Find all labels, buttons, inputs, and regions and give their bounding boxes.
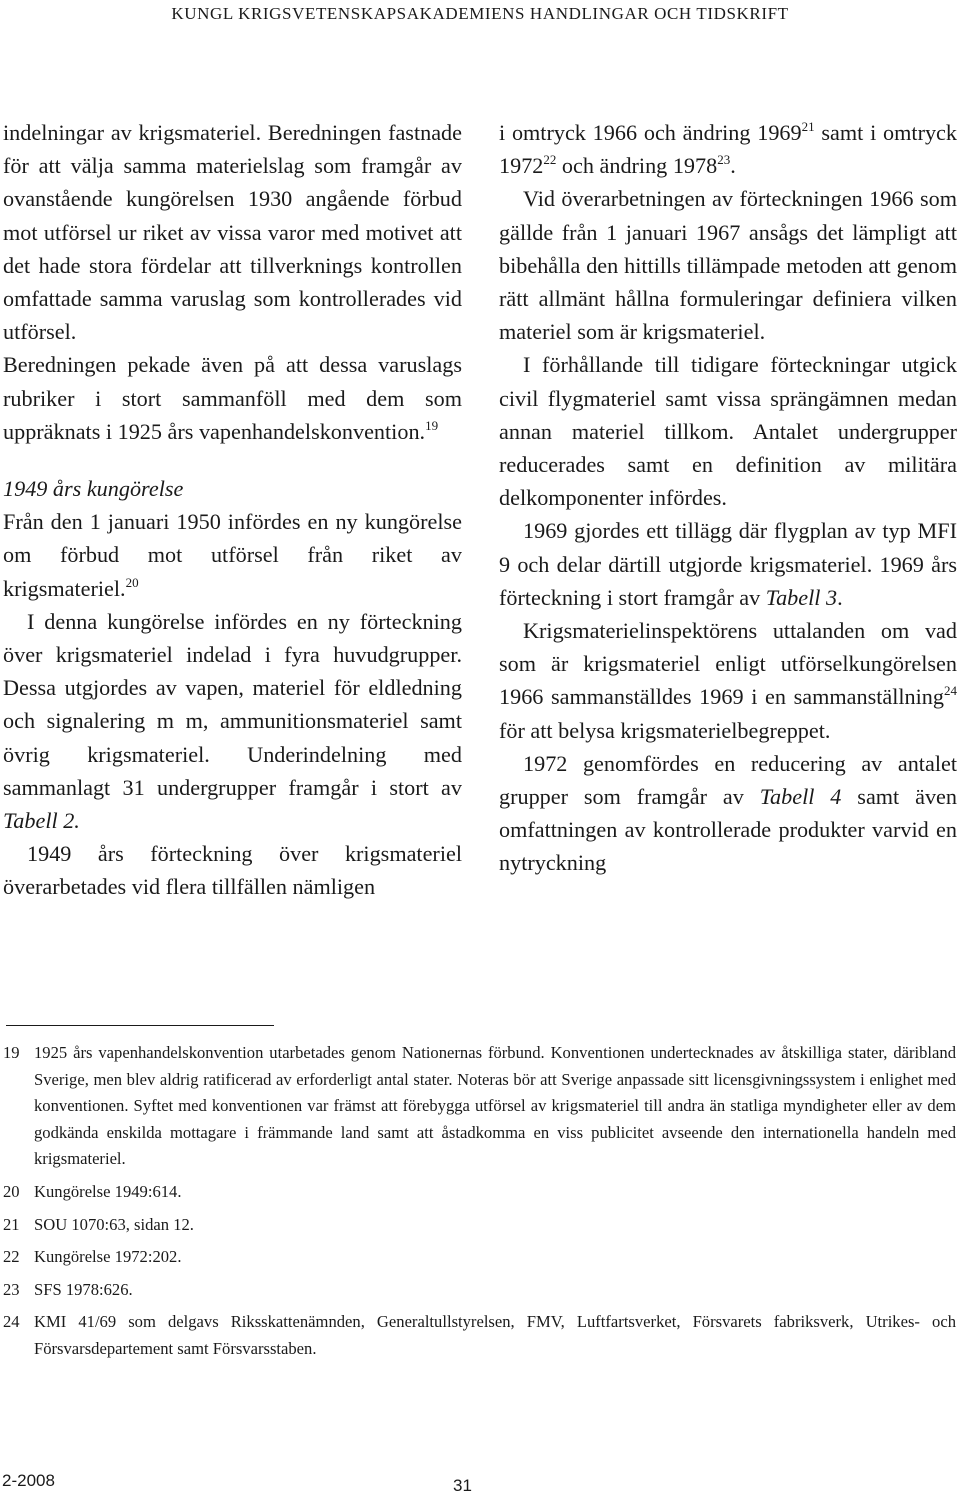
table-reference: Tabell 2. xyxy=(3,808,80,834)
right-column xyxy=(499,116,957,880)
footnote-ref[interactable]: 20 xyxy=(125,574,139,590)
paragraph xyxy=(3,505,462,605)
paragraph xyxy=(3,116,462,348)
paragraph-text: och ändring 1978 xyxy=(556,153,718,179)
footnote-number: 20 xyxy=(3,1181,20,1201)
footnote xyxy=(3,1244,956,1271)
paragraph-text: indelningar av krigsmateriel. Beredningen fastnade för att välja samma materielslag som framgår av ovanstående kungörelsen 1930 angående förbud mot utförsel ur riket av vissa varor med motivet att det hade stora fördelar att tillverknings kontrollen omfattade samma varuslag som kontrollerades vid utförsel. xyxy=(3,120,462,345)
footnote-ref[interactable]: 22 xyxy=(543,152,557,168)
paragraph-text: . xyxy=(837,584,843,610)
paragraph xyxy=(3,605,462,837)
paragraph-text: i omtryck 1966 och ändring 1969 xyxy=(499,120,802,145)
paragraph-text: Krigsmaterielinspektörens uttalanden om vad som är krigsmateriel enligt utförselkungörelsen 1966 sammanställdes 1969 i en sammanställning xyxy=(499,618,957,710)
footnote-number: 23 xyxy=(3,1279,20,1299)
footnote-text: KMI 41/69 som delgavs Riksskattenämnden, Generaltullstyrelsen, FMV, Luftfartsverket, Försvarets fabriksverk, Utrikes- och Försvarsdepartement samt Försvarsstaben. xyxy=(34,1312,956,1358)
paragraph-text: Beredningen pekade även på att dessa varuslags rubriker i stort sammanföll med dem som uppräknats i 1925 års vapenhandelskonvention. xyxy=(3,352,462,444)
footnotes xyxy=(3,1040,956,1363)
issue-label: 2-2008 xyxy=(2,1471,55,1490)
footnote xyxy=(3,1040,956,1173)
paragraph-text: . xyxy=(730,153,736,179)
footnote-ref[interactable]: 19 xyxy=(425,417,439,433)
table-reference: Tabell 3 xyxy=(765,584,838,610)
paragraph-text: samt i omtryck 1972 xyxy=(499,120,958,179)
paragraph xyxy=(3,348,462,448)
footnote-number: 24 xyxy=(3,1312,20,1332)
page-number: 31 xyxy=(453,1476,472,1495)
paragraph xyxy=(499,116,957,182)
paragraph-text: 1949 års förteckning över krigsmateriel överarbetades vid flera tillfällen nämligen xyxy=(3,841,462,900)
paragraph xyxy=(499,348,957,514)
footnote-number: 19 xyxy=(3,1043,20,1062)
footnote-text: SOU 1070:63, sidan 12. xyxy=(34,1214,194,1234)
running-header: KUNGL KRIGSVETENSKAPSAKADEMIENS HANDLINGAR OCH TIDSKRIFT xyxy=(171,4,789,23)
paragraph xyxy=(499,182,957,348)
footnote-ref[interactable]: 23 xyxy=(717,152,731,168)
paragraph-text: I denna kungörelse infördes en ny förteckning över krigsmateriel indelad i fyra huvudgrupper. Dessa utgjordes av vapen, materiel för eldledning och signalering m m, ammunitionsmateriel samt övrig krigsmateriel. Underindelning med sammanlagt 31 undergrupper framgår i stort av xyxy=(3,608,462,800)
footnote xyxy=(3,1212,956,1239)
footnote xyxy=(3,1277,956,1304)
paragraph xyxy=(3,837,462,903)
footnote-text: Kungörelse 1972:202. xyxy=(34,1247,182,1267)
paragraph xyxy=(499,514,957,614)
paragraph-text: samt även omfattningen av kontrollerade produkter varvid en nytryckning xyxy=(499,784,957,876)
footnote-text: 1925 års vapenhandelskonvention utarbetades genom Nationernas förbund. Konventionen undertecknades av åtskilliga stater, däribland Sverige, men blev aldrig ratificerad av erforderligt antal stater. Noteras bör att Sverige anpassade sitt licensgivningssystem i enlighet med konventionen. Syftet med konventionen var främst att förebygga utförsel av krigsmateriel till andra än statliga myndigheter eller av dem godkända enskilda mottagare i främmande land samt att åstadkomma en viss publicitet avseende den internationella handeln med krigsmateriel. xyxy=(34,1043,956,1169)
footnote-divider xyxy=(6,1025,274,1026)
paragraph-text: Vid överarbetningen av förteckningen 1966 som gällde från 1 januari 1967 ansågs det lämpligt att bibehålla den hittills tillämpade metoden att genom rätt allmänt hållna formuleringar definiera vilken materiel som är krigsmateriel. xyxy=(499,186,957,345)
footnote xyxy=(3,1179,956,1206)
paragraph-text: I förhållande till tidigare förteckningar utgick civil flygmateriel samt vissa sprängämnen medan annan materiel tillkom. Antalet undergrupper reducerades samt en definition av militära delkomponenter infördes. xyxy=(499,352,957,511)
paragraph-text: 1969 gjordes ett tillägg där flygplan av typ MFI 9 och delar därtill utgjorde krigsmateriel. 1969 års förteckning i stort framgår av xyxy=(499,518,957,610)
footnote-number: 21 xyxy=(3,1214,20,1234)
footnote-ref[interactable]: 21 xyxy=(801,119,815,134)
table-reference: Tabell 4 xyxy=(759,784,842,810)
left-column xyxy=(3,116,462,904)
footnote xyxy=(3,1309,956,1362)
paragraph-text: för att belysa krigsmaterielbegreppet. xyxy=(499,717,831,743)
paragraph xyxy=(499,614,957,747)
paragraph xyxy=(499,747,957,880)
section-heading: 1949 års kungörelse xyxy=(3,476,184,502)
footnote-number: 22 xyxy=(3,1247,20,1267)
footnote-text: Kungörelse 1949:614. xyxy=(34,1181,182,1201)
paragraph-text: 1972 genomfördes en reducering av antalet grupper som framgår av xyxy=(499,750,957,810)
paragraph-text: Från den 1 januari 1950 infördes en ny kungörelse om förbud mot utförsel från riket av krigsmateriel. xyxy=(3,509,462,601)
footnote-text: SFS 1978:626. xyxy=(34,1279,133,1299)
footnote-ref[interactable]: 24 xyxy=(944,683,957,699)
